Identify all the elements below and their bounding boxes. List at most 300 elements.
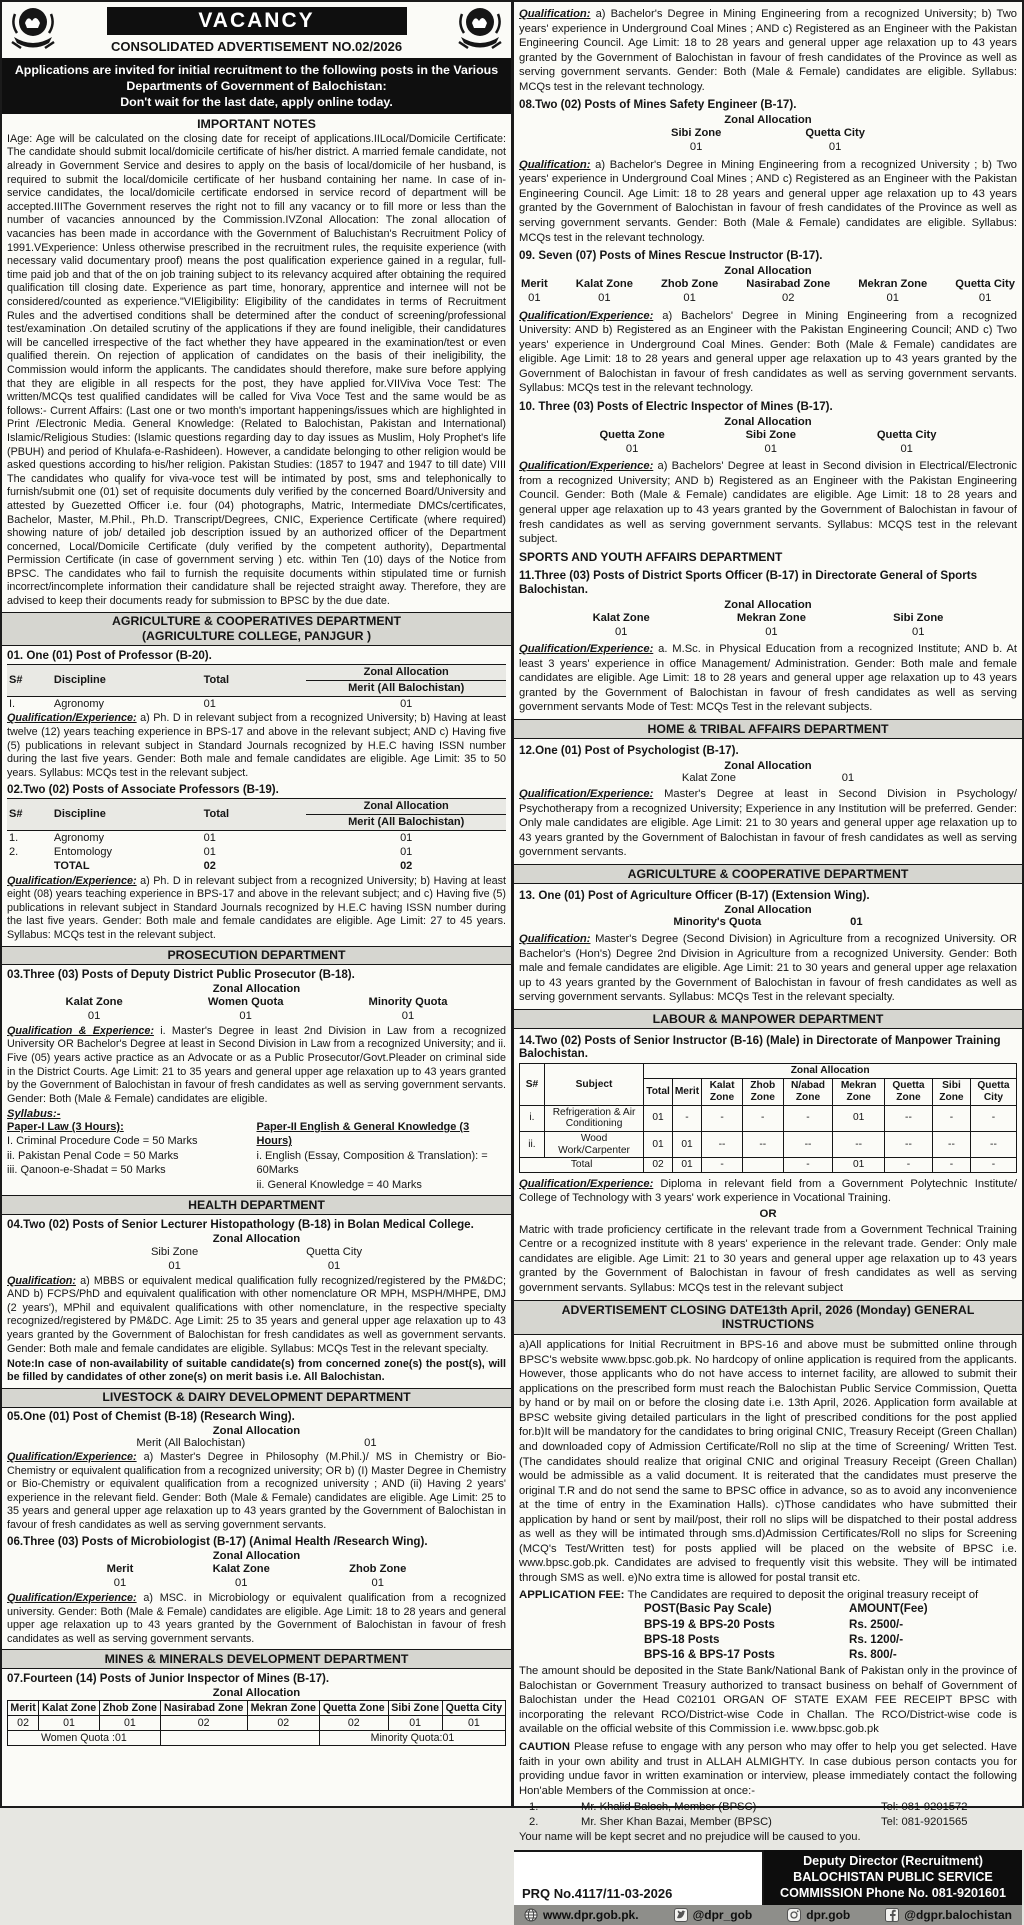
application-fee-line [519,1589,1017,1601]
zonal-allocation [67,1562,446,1590]
signature-box [764,1850,1022,1905]
zone-name: Quetta Zone [599,428,665,441]
qualification-label: Qualification: [519,158,591,171]
zone-name: Kalat Zone [575,278,633,291]
dept-header-agriculture [2,612,511,647]
cell: -- [833,1131,885,1157]
member-telephone: Tel: 081-9201572 [881,1800,968,1813]
zone-value: 01 [850,916,863,929]
zone-name: Merit [521,278,548,291]
zone-value: 01 [614,625,628,638]
zone-name: Zhob Zone [349,1562,407,1575]
zone-name: Sibi Zone [745,428,796,441]
zone-value: 01 [235,1576,248,1589]
table-row [520,1105,1017,1131]
website-link[interactable] [524,1908,639,1922]
advertisement-number: CONSOLIDATED ADVERTISEMENT NO.02/2026 [110,39,403,54]
post-title-08: 08.Two (02) Posts of Mines Safety Engineer (B-17). [519,98,797,112]
col-header: Mekran Zone [833,1079,885,1105]
qualification-label: Qualification/Experience: [519,788,654,800]
paper-title: Paper-II English & General Knowledge (3 Hours) [256,1120,470,1148]
zone-name: Zhob Zone [661,278,719,291]
col-header-zonal: Zonal Allocation [306,798,506,814]
zone-value: 01 [371,1576,384,1589]
footer [514,1850,1022,1905]
cell: 02 [319,1715,388,1730]
zone [955,277,1015,305]
cell-merit: 01 [400,697,413,710]
col-header-zonal: Zonal Allocation [306,664,506,680]
member-name: Mr. Khalid Baloch, Member (BPSC) [581,1800,757,1813]
zonal-allocation-title: Zonal Allocation [724,265,812,278]
cell-discipline: Entomology [53,846,112,859]
zonal-allocation-title: Zonal Allocation [212,1232,301,1245]
cell-discipline: Agronomy [53,832,105,845]
cell: - [970,1158,1016,1173]
table-row [7,831,506,846]
zone [151,1245,198,1273]
zone-value: 01 [978,292,992,305]
zone-value: 01 [683,292,696,305]
post-title-07: 07.Fourteen (14) Posts of Junior Inspector of Mines (B-17). [7,1671,330,1685]
syllabus-label: Syllabus:- [7,1107,61,1120]
post01-qualification [7,712,506,780]
col-header-s: S# [7,798,52,830]
zone [306,1245,362,1273]
zonal-allocation-title: Zonal Allocation [724,114,812,127]
qualification-text: Master's Degree at least in Second Division in Psychology/ Psychotherapy from a recognized University; Experience in any Institution will be preferred. Gender: Only male candidates are eligible. Age Limit: 21 to 30 years and general upper age relaxation up to 43 years granted by the Government of Balochistan in favour of fresh candidates as well as serving government servants. [519,788,1017,859]
zone [599,428,664,456]
qualification-label: Qualification: [519,932,591,945]
cell: - [783,1158,833,1173]
cell-merit: 01 [400,846,413,859]
dept-header-mines: MINES & MINERALS DEVELOPMENT DEPARTMENT [2,1649,511,1669]
col-header: Quetta Zone [319,1700,388,1715]
banner-line: Departments of Government of Balochistan: [126,79,387,94]
paper-2 [257,1120,507,1193]
zonal-allocation [549,611,987,639]
qualification-label: Qualification: [519,8,591,20]
cell: - [783,1105,833,1131]
cell: 01 [672,1158,701,1173]
right-column [512,0,1024,1922]
qualification-label: Qualification/Experience: [7,712,137,725]
zone-name: Mekran Zone [736,611,806,624]
page-title: VACANCY [107,7,407,35]
table-row-total [520,1158,1017,1173]
zone-name: Nasirabad Zone [746,278,831,291]
table-row [7,845,506,859]
post04-note: Note:In case of non-availability of suitable candidate(s) from concerned zone(s) the post(s), will be filled by candidates of other zone(s) on merit basis i.e. All Balochistan. [7,1357,506,1384]
caution-label: CAUTION [519,1741,570,1754]
post09-qualification [519,309,1017,396]
zonal-allocation-title: Zonal Allocation [212,982,301,995]
zone [661,277,718,305]
cell: - [933,1105,971,1131]
twitter-icon [674,1908,688,1922]
col-header: Quetta City [442,1700,505,1715]
cell: - [884,1158,932,1173]
zone [593,611,650,639]
post-title-10: 10. Three (03) Posts of Electric Inspector of Mines (B-17). [519,399,833,413]
cell: - [970,1105,1016,1131]
instagram-link[interactable] [787,1908,850,1922]
website-text: www.dpr.gob.pk. [543,1907,639,1922]
zone [208,995,284,1023]
cell-total: 01 [203,846,216,859]
cell: 01 [39,1715,100,1730]
post13-qualification [519,932,1017,1005]
post11-qualification [519,642,1017,715]
qualification-text: a) Master's Degree in Philosophy (M.Phil.)/ MS in Chemistry or Bio-Chemistry or equivalent qualification from a recognized university; OR b) (I) Master Degree in Chemistry or Bio-Chemistry or equivalent qualification from a recognized university ; AND (ii) Having 2 years' experience in the relevant field. Gender: Both (Male & Female) candidates are eligible. Age Limit: 25 to 35 years and general upper age relaxation up to 43 years granted by the Government of Balochistan in favour of fresh candidates as well as serving government servants. [7,1451,506,1531]
col-header-discipline: Discipline [52,664,202,696]
signature-org: BALOCHISTAN PUBLIC SERVICE [793,1869,993,1884]
application-fee-intro: The Candidates are required to deposit the original treasury receipt of [627,1589,979,1602]
qualification-label: Qualification/Experience: [519,309,654,322]
paper-1 [7,1120,257,1193]
fee-amount: Rs. 2500/- [849,1617,904,1631]
post01-table [7,664,506,711]
cell: -- [884,1105,932,1131]
post14-qualification-alt: Matric with trade proficiency certificate in the relevant trade from a Government Technical Training Centre or a recognized institute with 8 years' experience in the relevant trade. Gender: Only male candidates are eligible. Age Limit: 21 to 30 years and general upper age relaxation up to 43 years granted by the Government of Balochistan in favour of fresh candidates as well as serving government servants. Syllabus: MCQs test in the relevant subject [519,1223,1017,1294]
qualification-text: a) MSC. in Microbiology or equivalent qualification from a recognized university. Gender: Both (Male & Female) candidates are eligible. Age Limit: 18 to 28 years and general upper age relaxation up to 43 years granted by the Government of Balochistan in favour of fresh candidates as well as serving government servants. [7,1591,507,1645]
col-header: Quetta City [970,1079,1016,1105]
qualification-text: a. M.Sc. in Physical Education from a recognized Institute; AND b. At least 3 years' experience in office Management/ Administration. Gender: Both male and female candidates are eligible. Age Limit: 18 to 28 years and general upper age relaxation up to 43 years granted by the Government of Balochistan in favour of fresh candidates as well as serving government servants Mode of Test: MCQs Test in the relevant subjects. [519,643,1018,714]
zone-name: Quetta City [876,428,937,441]
zone-value: 01 [900,442,913,455]
cell: - [702,1105,743,1131]
fee-amount: Rs. 800/- [849,1648,897,1662]
col-header: Sibi Zone [933,1079,971,1105]
zonal-allocation [23,995,490,1023]
zone-value: 01 [912,625,925,638]
cell: 01 [644,1131,673,1157]
minority-quota-cell: Minority Quota:01 [319,1730,505,1745]
post14-qualification [519,1177,1017,1206]
qualification-text: a) Bachelors' Degree in Mining Engineering from a recognized University: AND b) Registered as an Engineer with the Pakistan Engineering Council; AND c) Two years' experience in Underground Coal Mines. Gender: Both (Male & Female) candidates are eligible. Age Limit: 18 to 28 years and general upper age relaxation up to 43 years granted by the Government of Balochistan in favour of fresh candidates as well as serving government servants. Syllabus: MCQs test in the relevant technology. [519,309,1018,395]
cell-total-label: Total [520,1158,644,1173]
cell-total: 01 [203,697,216,710]
qualification-label: Qualification/Experience: [7,874,137,887]
post-title-09: 09. Seven (07) Posts of Mines Rescue Instructor (B-17). [519,249,823,263]
dept-header-labour: LABOUR & MANPOWER DEPARTMENT [514,1009,1022,1029]
post05-qualification [7,1451,506,1533]
dept-header-sports: SPORTS AND YOUTH AFFAIRS DEPARTMENT [519,550,783,565]
zone [107,1562,134,1590]
cell: -- [742,1131,783,1157]
cell: 01 [672,1131,701,1157]
facebook-icon [885,1908,899,1922]
qualification-text: a) Ph. D in relevant subject from a recognized University; b) Having at least twelve (12) years teaching experience in BPS-17 and above in the relevant subject; AND c) Having five (5) publications in relevant subject in Standard Journals recognized by H.E.C having ISSN number during the last five years. Gender: Both male and female candidates are eligible. Age Limit: 35 to 50 years. Syllabus: MCQs test in the relevant subject. [7,712,506,779]
col-header: Kalat Zone [702,1079,743,1105]
col-header-s: S# [520,1064,545,1105]
cell: -- [933,1131,971,1157]
globe-icon [524,1908,538,1922]
fee-post: POST(Basic Pay Scale) [644,1602,772,1616]
fee-row [519,1632,1017,1647]
fee-row [519,1601,1017,1616]
col-header-zonal: Zonal Allocation [644,1064,1017,1079]
deposit-instructions: The amount should be deposited in the State Bank/National Bank of Pakistan only in the province of Balochistan or Government Treasury authorized to transact business on behalf of Government of Balochistan under the Head C02101 ORGAN OF STATE EXAM FEE RECEIPT BPSC with incorporating the relevant RCO/District-wise Code in Challan. The RCO/District-wise code is available on the official website of this Commission i.e. www.bpsc.gob.pk [519,1665,1017,1736]
zone [877,428,937,456]
qualification-label: Qualification/Experience: [519,460,654,473]
dept-header-livestock: LIVESTOCK & DAIRY DEVELOPMENT DEPARTMENT [2,1388,511,1408]
zone-name: Minority's Quota [673,916,762,929]
instagram-handle: dpr.gob [806,1907,851,1922]
cell: -- [783,1131,833,1157]
cell [742,1158,783,1173]
cell-subject: Wood Work/Carpenter [544,1131,643,1157]
col-header: Kalat Zone [39,1700,100,1715]
zone-value: 01 [364,1437,377,1450]
table-header-row [8,1700,506,1715]
cell-discipline: Agronomy [53,697,105,710]
cell: 01 [442,1715,505,1730]
cell: 02 [644,1158,673,1173]
cell: 02 [160,1715,247,1730]
left-column [0,0,512,1808]
or-separator: OR [759,1208,777,1221]
table-header-row [520,1064,1017,1079]
zone [746,428,796,456]
fee-post: BPS-16 & BPS-17 Posts [644,1648,775,1662]
col-header-merit: Merit (All Balochistan) [306,680,506,696]
zone [369,995,448,1023]
fee-post: BPS-18 Posts [644,1632,720,1646]
intro-banner [2,58,511,114]
important-notes-body: IAge: Age will be calculated on the closing date for receipt of applications.IILocal/Domicile Certificate: The candidate should submit local/domicile certificate of his/her district. A married female candidate, not already in Government Service and desires to apply on the basis of local/domicile of her husband, is required to submit the local/domicile certificate of her husband containing her name. In case of in-service candidates, the local/domicile certificate endorsed in service record of department will be accepted.IIIThe Government reserves the right not to fill any vacancy or to fill more or less than the number of vacancies announced by the Commission.IVZonal Allocation: The zonal allocation of vacancies has been made in accordance with the Government of Baluchistan's Recruitment Policy of 1991.VExperience: Unless otherwise prescribed in the recruitment rules, the requisite experience (with necessary valid documentary proof) means the post qualification experience gained in a regular, full-time paid job and that of the on job training subject to its relevancy acquired after obtaining the required qualification till closing date. Experience as part time, honorary, apprentice and internee will not be considered/counted as experience."VIEligibility: Eligibility of the candidates in terms of Recruitment Rules and the advertised conditions shall be determined after the conduct of screening/professional test/examination .On detailed scrutiny of the applications if they are found ineligible, their candidatures will be cancelled irrespective of the fact whether they have appeared in the examination/test or even qualified therein. On rejection of application of candidates on the basis of their ineligibility, the Commission would inform the applicants. The candidates should therefore, make sure before applying that they are eligible in all respects for the post, they have applied for.VIIViva Voce Test: The written/MCQs test qualified candidates will be called for Viva Voce Test and the same would be as follows:- Current Affairs: (Last one or two month's important happenings/issues which are highlighted in Print /Electronic Media. General Knowledge: (Related to Balochistan, Pakistan and International) Islamic/Religious Studies: (Islamic questions regarding day to day issues as Muslim, Holy Prophet's life (PBUH) and period of Khulafa-e-Rashideen). However, a candidate belonging to other religion would be asked questions according to his/her religion. Pakistan Studies: (1857 to 1947 and 1947 to till date) VIII The candidates who qualify for viva-voce test will be intimated by post, sms and telephonically to furnish/submit one (01) set of requisite documents duly verified by the concerned Board/University and attested by Guezetted Officer i.e. four (04) photographs, Matric, Intermediate DMCs/certificates, Bachelor, Master, M.Phil., Ph.D. Transcript/Degrees, CNIC, Experience Certificate (where required) showing nature of job/ detailed job description issued by an authorized officer of the Department concerned, Local/Domicile Certificate (duly verified by the competent authority), Departmental Permission Certificate (in case of government serving ) etc. within Ten (10) days of the Notice from BPSC. The candidates who fail to furnish the requisite documents within stipulated time or furnish incorrect/incomplete information their candidature shall be rejected straight away. Therefore, they are advised to keep their documents ready for submission to BPSC by the due date. [7,132,506,608]
post10-qualification [519,459,1017,546]
cell: -- [884,1131,932,1157]
zone-name: Kalat Zone [592,611,650,624]
post-title-14: 14.Two (02) Posts of Senior Instructor (B-16) (Male) in Directorate of Manpower Training Balochistan. [519,1033,1001,1061]
col-header-merit: Merit (All Balochistan) [306,815,506,831]
qualification-label: Qualification & Experience: [7,1024,154,1037]
post02-table [7,798,506,873]
cell: - [742,1105,783,1131]
cell-total: 01 [203,832,216,845]
cell-merit: 01 [400,832,413,845]
zone-name: Sibi Zone [670,127,722,140]
signature-phone: COMMISSION Phone No. 081-9201601 [779,1886,1007,1901]
qualification-text: a) Ph. D in relevant subject from a recognized University; b) Having at least eight (08) years teaching experience in BPS-17 and above in the relevant subject; and c) Having five (5) publications in relevant subject in Standard Journals recognized by H.E.C having ISSN number during the last five years. Gender: Both male and female candidates are eligible. Age Limit: 27 to 45 years. Syllabus: MCQs test in the relevant subject. [7,874,506,942]
col-header: Mekran Zone [247,1700,319,1715]
col-header: Merit [672,1079,701,1105]
post-title-05: 05.One (01) Post of Chemist (B-18) (Research Wing). [7,1410,295,1424]
zone-value: 01 [689,141,703,154]
col-header: Zhob Zone [742,1079,783,1105]
paper-title: Paper-I Law (3 Hours): [7,1120,124,1133]
qualification-label: Qualification: [7,1274,76,1287]
instagram-icon [787,1908,801,1922]
prq-number: PRQ No.4117/11-03-2026 [514,1850,764,1905]
zone [805,126,865,154]
dept-header-prosecution: PROSECUTION DEPARTMENT [2,946,511,966]
member-number: 1. [529,1800,539,1813]
facebook-link[interactable] [885,1908,1012,1922]
cell-total: 02 [203,860,216,873]
zonal-allocation [559,428,977,456]
zone-value: 01 [841,771,855,784]
fee-amount: AMOUNT(Fee) [849,1602,928,1616]
post03-qualification [7,1025,506,1107]
post06-qualification [7,1592,506,1646]
zonal-allocation-title: Zonal Allocation [724,598,812,611]
zonal-allocation-title: Zonal Allocation [212,1549,301,1562]
cell-s: i. [520,1105,545,1131]
cell: 01 [388,1715,442,1730]
col-header: Total [644,1079,673,1105]
closing-date-header: ADVERTISEMENT CLOSING DATE13th April, 2026 (Monday) GENERAL INSTRUCTIONS [514,1300,1022,1335]
table-row-quota [8,1730,506,1745]
member-telephone: Tel: 081-9201565 [881,1815,968,1828]
zone-value: 01 [598,292,611,305]
table-row-total [7,859,506,873]
bpsc-emblem-icon [10,4,56,59]
zone-value: 01 [239,1009,252,1022]
cell: -- [702,1131,743,1157]
zone-name: Quetta City [805,127,865,140]
zone [746,277,830,305]
post07-qualification [519,7,1017,94]
zone-name: Sibi Zone [893,611,944,624]
post-title-13: 13. One (01) Post of Agriculture Officer (B-17) (Extension Wing). [519,888,870,902]
zone-name: Kalat Zone [65,995,123,1008]
member-name: Mr. Sher Khan Bazai, Member (BPSC) [581,1815,772,1828]
zone-value: 01 [886,292,899,305]
general-instructions: a)All applications for Initial Recruitment in BPS-16 and above must be submitted online through BPSC's website www.bpsc.gob.pk. No hardcopy of online application is required from the applicants. However, those applicants who do not have access to internet facility, are allowed to submit their applications on the prescribed form must reach the Balochistan Public Service Commission, Quetta by hand or by mail on or before the closing date i.e. 13th April, 2026. Application form available at BPSC website giving detailed particulars in the light of prescribed conditions for the post applied for.b)It will be mandatory for the candidates to bring original CNIC, Treasury Receipt (Green Challan) and downloaded copy of Admission Certificate/Roll no slip at the time of Screening/ Written Test. (The candidates should realize that original CNIC and original Treasury Receipt (Green Challan) would be admissible as a valid document. It is reiterated that the candidates must preserve the original T.R and do not send the same to BPSC office in advance, so as to avoid any inconvenience at the time of entry in the Examination Halls). c)Those candidates who have submitted their application by hand or sent by mail/post, their roll no slips will be dispatched to their postal address as well as they will be intimated through sms.d)Admission Certificates/Roll no slips for Screening (MCQ's Test/Written test) for posts applied will be placed on the website of BPSC i.e. www.bpsc.gob.pk. Candidates are advised to frequently visit this website. They will be intimated through SMS as well. e)No extra time is allowed for postal transit etc. [519,1339,1017,1585]
cell-s: 2. [9,846,19,859]
qualification-text: i. Master's Degree in least 2nd Division in Law from a recognized University OR Bachelor's Degree at least in Second Division in Law from a recognized University; and ii. Five (05) years active practice as an Advocate or as a Public Prosecutor/Govt.Pleader on criminal side in the District Courts. Age Limit: 21 to 35 years and general upper age relaxation up to 43 years granted by the Government of Balochistan in favour of fresh candidates as well as serving government servants. Gender: Both (Male & Female) candidates are eligible. [7,1024,506,1105]
cell: 01 [833,1158,885,1173]
empty-cell [160,1730,319,1745]
application-fee-label: APPLICATION FEE: [519,1589,625,1602]
cell-subject: Refrigeration & Air Conditioning [544,1105,643,1131]
twitter-link[interactable] [674,1908,753,1922]
post07-zonal-table [7,1700,506,1747]
dept-header-home-tribal: HOME & TRIBAL AFFAIRS DEPARTMENT [514,719,1022,739]
dept-header-line: (AGRICULTURE COLLEGE, PANJGUR ) [141,628,372,643]
col-header: Merit [8,1700,39,1715]
cell: 01 [833,1105,885,1131]
commission-member-row [519,1800,1017,1815]
caution-text: Please refuse to engage with any person who may offer to help you get selected. Have faith in your own ability and trust in ALLAH ALMIGHTY. In case dubious person contacts you for providing undue favor in written examination or interview, please immediately contact the following Hon'able Members of the Commission at once:- [519,1741,1017,1797]
fee-row [519,1617,1017,1632]
post14-table [519,1063,1017,1173]
zone-value: 01 [625,442,639,455]
banner-line: Don't wait for the last date, apply online today. [120,95,393,110]
post-title-01: 01. One (01) Post of Professor (B-20). [7,648,212,662]
zone-value: 01 [764,442,777,455]
post02-qualification [7,875,506,943]
confidentiality-note: Your name will be kept secret and no prejudice will be caused to you. [519,1831,861,1843]
zone-name: Kalat Zone [681,771,736,784]
paper-item: ii. Pakistan Penal Code = 50 Marks [7,1149,179,1162]
cell-s: 1. [9,832,19,845]
qualification-text: Master's Degree (Second Division) in Agriculture from a recognized University. OR Bachelor's (Hon's) Degree 2nd Division in Agriculture from a recognized University. Gender: Both male and female candidates are eligible. Age Limit: 21 to 30 years and general upper age relaxation up to 43 years granted by the Government of Balochistan in favour of fresh candidates as well as serving government servants. Syllabus: MCQs Test in the relevant specialty. [519,932,1017,1004]
facebook-handle: @dgpr.balochistan [904,1907,1012,1922]
cell-merit: 02 [400,860,413,873]
zone [893,611,943,639]
qualification-text: a) Bachelor's Degree in Mining Engineering from a recognized University; b) Two years' experience in Underground Coal Mines ; AND c) Registered as an Engineer with the Pakistan Engineering Council. Age Limit: 18 to 28 years and general upper age relaxation up to 43 years granted by the Government of Balochistan in favour of fresh candidates of the Province as well as serving government servants. Gender: Both (Male & Female) candidates are eligible. Syllabus: MCQs test in the relevant technology. [519,8,1018,93]
col-header-discipline: Discipline [52,798,202,830]
qualification-label: Qualification/Experience: [519,643,654,656]
col-header: Nasirabad Zone [160,1700,247,1715]
zone-value: 01 [765,625,778,638]
zone-name: Quetta City [955,278,1015,291]
cell: - [702,1158,743,1173]
post-title-06: 06.Three (03) Posts of Microbiologist (B-17) (Animal Health /Research Wing). [7,1535,428,1549]
post-title-02: 02.Two (02) Posts of Associate Professors (B-19). [7,782,279,796]
zone-value: 01 [828,141,842,154]
zone-name: Quetta City [306,1245,363,1258]
col-header-total: Total [202,664,307,696]
col-header: Sibi Zone [388,1700,442,1715]
cell: 01 [99,1715,160,1730]
zone [66,995,123,1023]
important-notes-title: IMPORTANT NOTES [197,117,316,132]
caution-paragraph [519,1740,1017,1798]
member-number: 2. [529,1815,539,1828]
zone [213,1562,270,1590]
zone-value: 01 [528,292,541,305]
table-row [7,696,506,711]
col-header: Zhob Zone [99,1700,160,1715]
cell: - [672,1105,701,1131]
zone [671,126,721,154]
post04-qualification [7,1275,506,1357]
syllabus-papers [7,1120,506,1193]
zone-value: 01 [113,1576,127,1589]
masthead [7,2,506,58]
zonal-allocation-title: Zonal Allocation [212,1686,301,1699]
fee-row [519,1647,1017,1662]
qualification-label: Qualification/Experience: [7,1451,137,1464]
paper-item: iii. Qanoon-e-Shadat = 50 Marks [7,1164,166,1177]
dept-header-line: AGRICULTURE & COOPERATIVES DEPARTMENT [112,614,401,629]
post12-qualification [519,787,1017,860]
zonal-allocation [97,1245,416,1273]
zonal-allocation [629,126,907,154]
post08-qualification [519,158,1017,245]
commission-member-row [519,1815,1017,1830]
zonal-allocation [521,277,1015,305]
zone-name: Mekran Zone [858,278,928,291]
paper-item: i. English (Essay, Composition & Translation): = 60Marks [256,1149,488,1177]
zonal-allocation [77,1437,436,1449]
cell-s: ii. [520,1131,545,1157]
table-row [8,1715,506,1730]
cell-s [7,859,52,873]
zone [576,277,633,305]
post-title-11: 11.Three (03) Posts of District Sports Officer (B-17) in Directorate General of Sports Balochistan. [519,568,978,596]
qualification-text: a) Bachelor's Degree in Mining Engineering from a recognized University ; b) Two years' experience in Underground Coal Mines ; AND c) Registered as an Engineer with the Pakistan Engineering Council. Age Limit: 18 to 28 years and general upper age relaxation up to 43 years granted by the Government of Balochistan in favour of fresh candidates of the Province as well as serving government servants. Gender: Both (Male & Female) candidates are eligible. Syllabus: MCQs test in the relevant technology. [519,158,1017,244]
fee-amount: Rs. 1200/- [849,1632,904,1646]
qualification-text: a) MBBS or equivalent medical qualification fully recognized/registered by the PM&DC; AND b) FCPS/PhD and equivalent qualification with other nomenclature OR MPH, MSPH/MHPE, DMJ (2 years'), MPhil and equivalent qualifications with other nomenclature, in the respective specialty recognized/registered by PM&DC. Age Limit: 25 to 35 years and general upper age relaxation up to 43 years granted by the Government of Balochistan for fresh candidates as well as government servants. Gender: Both male and female candidates are eligible. Syllabus: MCQs Test in the relevant specialty. [7,1274,506,1355]
social-bar [514,1905,1022,1925]
zone [737,611,806,639]
col-header-subject: Subject [544,1064,643,1105]
zonal-allocation [629,772,907,784]
zone-name: Sibi Zone [150,1245,199,1258]
col-header: Quetta Zone [884,1079,932,1105]
paper-item: I. Criminal Procedure Code = 50 Marks [7,1135,198,1148]
zonal-allocation-title: Zonal Allocation [724,415,812,428]
zone [521,277,548,305]
cell: -- [970,1131,1016,1157]
zone-name: Minority Quota [368,995,448,1008]
dept-header-health: HEALTH DEPARTMENT [2,1195,511,1215]
